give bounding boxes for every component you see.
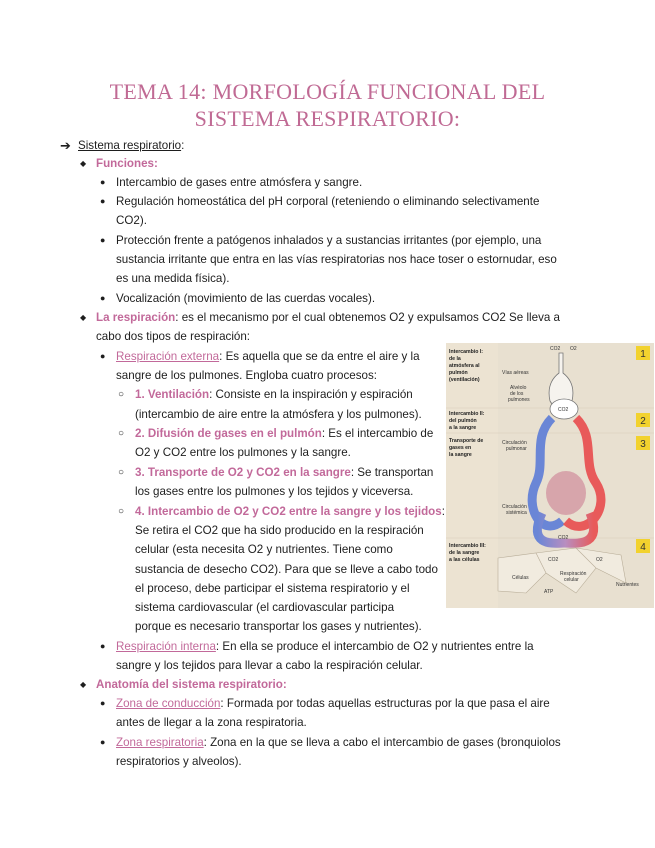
fig-label: pulmonar <box>506 446 527 452</box>
respiracion-line-2: cabo dos tipos de respiración: <box>96 330 251 343</box>
proceso-3-cont: los gases entre los pulmones y los tejidos y viceversa. <box>135 485 414 498</box>
fig-label: Respiración <box>560 571 587 577</box>
diamond-bullet-icon: ◆ <box>80 159 87 168</box>
anatomia-heading <box>96 675 287 695</box>
fig-label: Circulación <box>502 504 527 510</box>
proceso-4-cont: sustancia de desecho CO2). Para que se lleve a cabo todo <box>135 563 438 576</box>
proceso-text: : Se transportan <box>350 466 434 479</box>
diamond-bullet-icon: ◆ <box>80 313 87 322</box>
title-line-2: SISTEMA RESPIRATORIO: <box>194 106 461 131</box>
funcion-item: Vocalización (movimiento de las cuerdas vocales). <box>116 292 376 305</box>
fig-label: Alvéolo <box>510 385 527 391</box>
fig-label: (ventilación) <box>449 377 480 383</box>
proceso-text: : Es el intercambio de <box>321 427 434 440</box>
proceso-4-cont: Se retira el CO2 que ha sido producido en la respiración <box>135 524 424 537</box>
fig-label: Intercambio II: <box>449 411 485 417</box>
fig-label: Intercambio I: <box>449 349 484 355</box>
fig-label: Vías aéreas <box>502 370 529 376</box>
conduccion-link[interactable]: Zona de conducción <box>116 697 221 710</box>
fig-label: Nutrientes <box>616 582 639 588</box>
proceso-label: 1. Ventilación <box>135 388 210 401</box>
proceso-1-cont: (intercambio de aire entre la atmósfera y los pulmones). <box>135 408 422 421</box>
proceso-4 <box>135 502 445 522</box>
fig-label: CO2 <box>548 557 559 563</box>
funcion-item: Intercambio de gases entre atmósfera y sangre. <box>116 176 363 189</box>
badge-1-text: 1 <box>640 349 646 360</box>
proceso-label: 4. Intercambio de O2 y CO2 entre la sangre y los tejidos <box>135 505 442 518</box>
page-title <box>0 78 655 132</box>
fig-label: pulmones <box>508 397 530 403</box>
funcion-item-cont: sustancia irritante que entra en las vías respiratorias nos hace toser o estornudar, eso <box>116 253 557 266</box>
section-heading <box>78 136 184 156</box>
arrow-icon: ➔ <box>60 138 71 153</box>
badge-2-text: 2 <box>640 416 646 427</box>
circle-bullet-icon: ○ <box>118 389 125 400</box>
externa-text: : Es aquella que se da entre el aire y la <box>219 350 420 363</box>
externa-line-2: sangre de los pulmones. Engloba cuatro procesos: <box>116 369 378 382</box>
funciones-label: Funciones <box>96 157 154 170</box>
fig-label: O2 <box>570 346 577 352</box>
proceso-text: : <box>441 505 445 518</box>
funcion-item: Protección frente a patógenos inhalados y a sustancias irritantes (por ejemplo, una <box>116 234 542 247</box>
fig-label: CO2 <box>558 535 569 541</box>
section-suffix: : <box>181 139 185 152</box>
fig-label: de la sangre <box>449 550 480 556</box>
respiratoria-link[interactable]: Zona respiratoria <box>116 736 204 749</box>
funciones-heading: Funciones: <box>96 157 158 170</box>
interna-link[interactable]: Respiración interna <box>116 640 216 653</box>
proceso-text: : Consiste en la inspiración y espiración <box>209 388 413 401</box>
fig-label: CO2 <box>550 346 561 352</box>
fig-label: Transporte de <box>449 438 484 444</box>
interna-line-2: sangre y los tejidos para llevar a cabo la respiración celular. <box>116 659 423 672</box>
dot-bullet-icon: ● <box>100 196 106 206</box>
dot-bullet-icon: ● <box>100 293 106 303</box>
proceso-2 <box>135 424 433 444</box>
dot-bullet-icon: ● <box>100 698 106 708</box>
respiratoria-text: : Zona en la que se lleva a cabo el intercambio de gases (bronquiolos <box>203 736 561 749</box>
circle-bullet-icon: ○ <box>118 467 125 478</box>
proceso-label: 2. Difusión de gases en el pulmón <box>135 427 322 440</box>
conduccion-line-2: antes de llegar a la zona respiratoria. <box>116 716 307 729</box>
fig-label: la sangre <box>449 452 472 458</box>
fig-label: gases en <box>449 445 472 451</box>
fig-label: del pulmón <box>449 418 477 424</box>
dot-bullet-icon: ● <box>100 737 106 747</box>
proceso-label: 3. Transporte de O2 y CO2 en la sangre <box>135 466 351 479</box>
interna-line-1 <box>116 637 534 657</box>
proceso-4-cont: el proceso, debe participar el sistema respiratorio y el <box>135 582 410 595</box>
fig-label: a la sangre <box>449 425 477 431</box>
fig-label: O2 <box>596 557 603 563</box>
anatomia-suffix: : <box>282 678 287 691</box>
dot-bullet-icon: ● <box>100 351 106 361</box>
proceso-1 <box>135 385 413 405</box>
fig-label: de la <box>449 356 461 362</box>
funcion-item-cont: es una medida física). <box>116 272 230 285</box>
proceso-4-cont: celular (esta necesita O2 y nutrientes. Tiene como <box>135 543 393 556</box>
dot-bullet-icon: ● <box>100 235 106 245</box>
fig-label: celular <box>564 577 579 583</box>
respiration-diagram <box>446 343 654 608</box>
funcion-item-cont: CO2). <box>116 214 147 227</box>
diamond-bullet-icon: ◆ <box>80 680 87 689</box>
anatomia-label: Anatomía del sistema respiratorio <box>96 678 283 691</box>
conduccion-text: : Formada por todas aquellas estructuras por la que pasa el aire <box>220 697 550 710</box>
proceso-4-cont: sistema cardiovascular (el cardiovascular participa <box>135 601 395 614</box>
badge-3-text: 3 <box>640 439 646 450</box>
title-line-1: TEMA 14: MORFOLOGÍA FUNCIONAL DEL <box>109 79 546 104</box>
fig-label: Células <box>512 575 529 581</box>
conduccion-line-1 <box>116 694 550 714</box>
circle-bullet-icon: ○ <box>118 428 125 439</box>
funcion-item: Regulación homeostática del pH corporal (reteniendo o eliminando selectivamente <box>116 195 540 208</box>
respiracion-text: : es el mecanismo por el cual obtenemos O2 y expulsamos CO2 Se lleva a <box>175 311 560 324</box>
proceso-2-cont: O2 y CO2 entre los pulmones y la sangre. <box>135 446 351 459</box>
fig-label: Intercambio III: <box>449 543 486 549</box>
respiratoria-line-1 <box>116 733 561 753</box>
circle-bullet-icon: ○ <box>118 506 125 517</box>
fig-label: sistémica <box>506 510 527 516</box>
dot-bullet-icon: ● <box>100 641 106 651</box>
respiracion-line-1 <box>96 308 560 328</box>
externa-line-1 <box>116 347 420 367</box>
dot-bullet-icon: ● <box>100 177 106 187</box>
fig-label: a las células <box>449 557 480 563</box>
respiracion-label: La respiración <box>96 311 176 324</box>
externa-link[interactable]: Respiración externa <box>116 350 220 363</box>
heart-shape <box>546 471 586 515</box>
fig-label: pulmón <box>449 370 468 376</box>
fig-label: ATP <box>544 589 554 595</box>
section-label[interactable]: Sistema respiratorio <box>78 139 182 152</box>
fig-label: atmósfera al <box>449 363 480 369</box>
fig-label: Circulación <box>502 440 527 446</box>
badge-4-text: 4 <box>640 542 646 553</box>
proceso-3 <box>135 463 433 483</box>
respiratoria-line-2: respiratorios y alveolos). <box>116 755 242 768</box>
fig-label: de los <box>510 391 524 397</box>
interna-text: : En ella se produce el intercambio de O2 y nutrientes entre la <box>215 640 534 653</box>
proceso-4-cont: porque es necesario transportar los gases y nutrientes). <box>135 620 422 633</box>
fig-label: CO2 <box>558 407 569 413</box>
